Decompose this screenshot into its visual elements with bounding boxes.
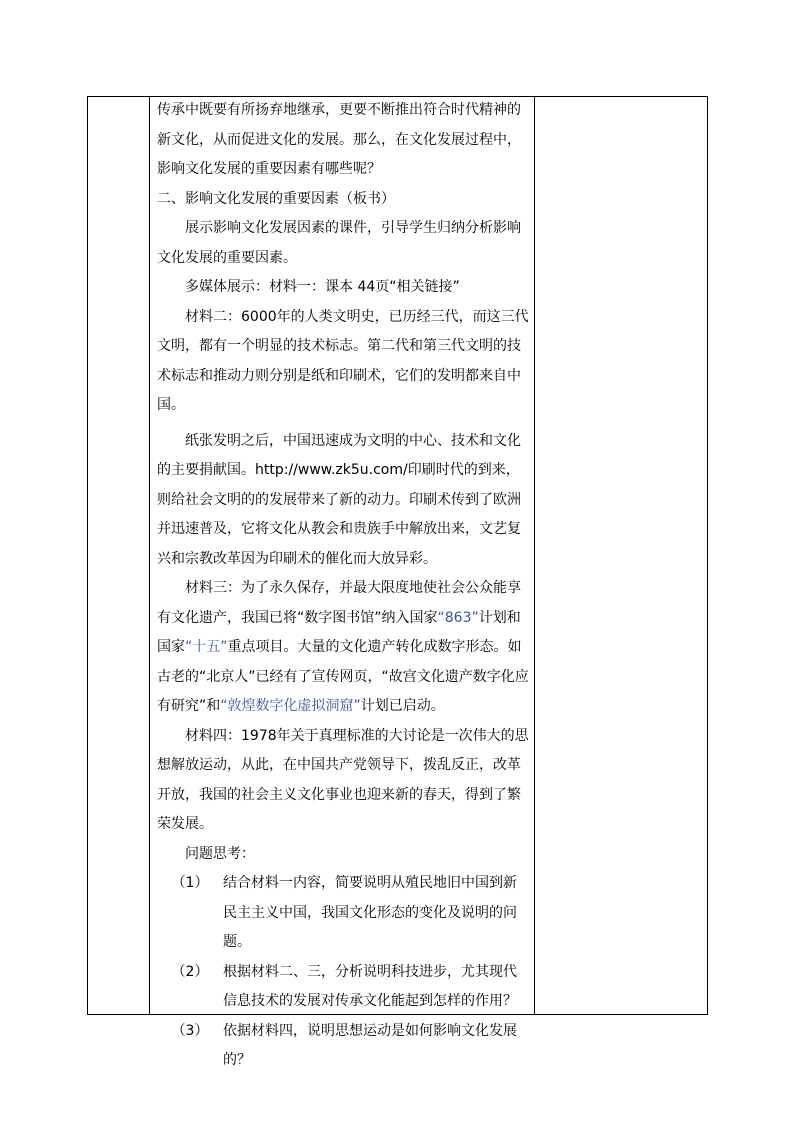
question-item (157, 958, 529, 1017)
question-number: （1） (171, 875, 209, 891)
paper-invention-paragraph: 纸张发明之后，中国迅速成为文明的中心、技术和文化的主要捐献国。http://www.zk5u.com/印刷时代的到来，则给社会文明的的发展带来了新的动力。印刷术传到了欧洲并迅速普及，它将文化从教会和贵族手中解放出来，文艺复兴和宗教改革因为印刷术的催化而大放异彩。 (157, 432, 521, 567)
lesson-content-cell (157, 96, 529, 1076)
highlight-tenth-five-year: “十五” (185, 639, 228, 655)
table-column-divider-1 (149, 96, 150, 1015)
question-text: 依据材料四，说明思想运动是如何影响文化发展的？ (223, 1022, 517, 1068)
table-left-border (87, 96, 88, 1015)
question-item (157, 869, 529, 958)
intro-paragraph: 传承中既要有所扬弃地继承，更要不断推出符合时代精神的新文化，从而促进文化的发展。那么，在文化发展过程中，影响文化发展的重要因素有哪些呢？ (157, 102, 521, 177)
section-heading: 二、影响文化发展的重要因素（板书） (157, 190, 395, 207)
material-two-paragraph: 材料二：6000年的人类文明史，已历经三代，而这三代文明，都有一个明显的技术标志。第二代和第三代文明的技术标志和推动力则分别是纸和印刷术，它们的发明都来自中国。 (157, 308, 529, 413)
questions-heading: 问题思考： (185, 845, 255, 862)
guide-paragraph: 展示影响文化发展因素的课件，引导学生归纳分析影响文化发展的重要因素。 (157, 220, 521, 266)
table-column-divider-2 (534, 96, 535, 1015)
question-number: （2） (171, 963, 209, 980)
question-text: 结合材料一内容，简要说明从殖民地旧中国到新民主主义中国，我国文化形态的变化及说明的问题。 (223, 875, 517, 950)
material-four-paragraph: 材料四：1978年关于真理标准的大讨论是一次伟大的思想解放运动，从此，在中国共产党领导下，拨乱反正，改革开放，我国的社会主义文化事业也迎来新的春天，得到了繁荣发展。 (157, 727, 529, 832)
question-item (157, 1017, 529, 1076)
table-right-border (707, 96, 708, 1015)
highlight-dunhuang: “敦煌数字化虚拟洞窟” (220, 698, 361, 714)
media-paragraph: 多媒体展示：材料一：课本 44页“相关链接” (185, 279, 460, 295)
question-number: （3） (171, 1022, 209, 1039)
highlight-863: “863” (437, 609, 479, 626)
question-text: 根据材料二、三，分析说明科技进步，尤其现代信息技术的发展对传承文化能起到怎样的作用？ (223, 963, 517, 1009)
material-three-paragraph: 材料三：为了永久保存，并最大限度地使社会公众能享有文化遗产，我国已将“数字图书馆”纳入国家“863”计划和国家“十五”重点项目。大量的文化遗产转化成数字形态。如古老的“北京人”已经有了宣传网页，“故宫文化遗产数字化应有研究”和“敦煌数字化虚拟洞窟”计划已启动。 (157, 580, 529, 714)
